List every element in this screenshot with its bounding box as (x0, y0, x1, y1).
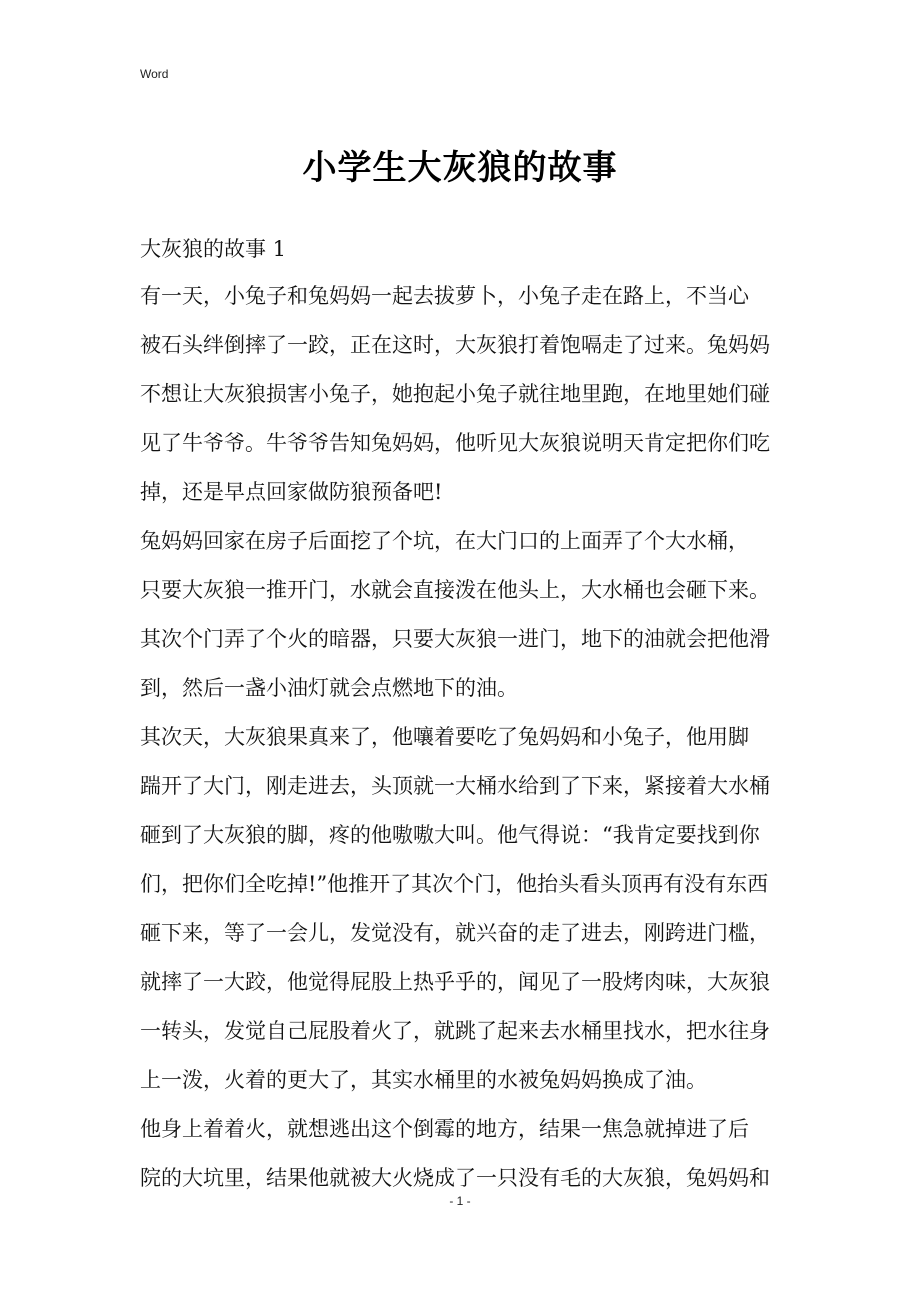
paragraph-line: 被石头绊倒摔了一跤，正在这时，大灰狼打着饱嗝走了过来。兔妈妈 (140, 333, 770, 357)
paragraph-4 (140, 1105, 800, 1203)
paragraph-line: 一转头，发觉自己屁股着火了，就跳了起来去水桶里找水，把水往身 (140, 1019, 770, 1043)
paragraph-line: 砸下来，等了一会儿，发觉没有，就兴奋的走了进去，刚跨进门槛， (140, 921, 770, 945)
paragraph-line: 见了牛爷爷。牛爷爷告知兔妈妈，他听见大灰狼说明天肯定把你们吃 (140, 431, 770, 455)
paragraph-line: 就摔了一大跤，他觉得屁股上热乎乎的，闻见了一股烤肉味，大灰狼 (140, 970, 770, 994)
paragraph-2 (140, 517, 800, 713)
document-body (140, 226, 800, 1203)
paragraph-line: 只要大灰狼一推开门，水就会直接泼在他头上，大水桶也会砸下来。 (140, 578, 770, 602)
paragraph-line: 他身上着着火，就想逃出这个倒霉的地方，结果一焦急就掉进了后 (140, 1117, 749, 1141)
paragraph-line: 其次个门弄了个火的暗器，只要大灰狼一进门，地下的油就会把他滑 (140, 627, 770, 651)
paragraph-line: 院的大坑里，结果他就被大火烧成了一只没有毛的大灰狼，兔妈妈和 (140, 1166, 770, 1190)
paragraph-line: 上一泼，火着的更大了，其实水桶里的水被兔妈妈换成了油。 (140, 1068, 707, 1092)
page-number: - 1 - (449, 1194, 471, 1208)
paragraph-line: 砸到了大灰狼的脚，疼的他嗷嗷大叫。他气得说：“我肯定要找到你 (140, 823, 760, 847)
paragraph-1 (140, 272, 800, 517)
paragraph-line: 兔妈妈回家在房子后面挖了个坑，在大门口的上面弄了个大水桶， (140, 529, 749, 553)
document-title: 小学生大灰狼的故事 (302, 148, 618, 188)
paragraph-line: 踹开了大门，刚走进去，头顶就一大桶水给到了下来，紧接着大水桶 (140, 774, 770, 798)
section-heading: 大灰狼的故事 1 (140, 237, 287, 261)
header-word-label: Word (140, 67, 169, 81)
paragraph-line: 们，把你们全吃掉!”他推开了其次个门，他抬头看头顶再有没有东西 (140, 872, 769, 896)
paragraph-line: 有一天，小兔子和兔妈妈一起去拔萝卜，小兔子走在路上，不当心 (140, 284, 749, 308)
paragraph-line: 不想让大灰狼损害小兔子，她抱起小兔子就往地里跑，在地里她们碰 (140, 382, 770, 406)
paragraph-line: 其次天，大灰狼果真来了，他嚷着要吃了兔妈妈和小兔子，他用脚 (140, 725, 749, 749)
paragraph-line: 到，然后一盏小油灯就会点燃地下的油。 (140, 676, 518, 700)
paragraph-line: 掉，还是早点回家做防狼预备吧! (140, 480, 443, 504)
paragraph-3 (140, 713, 800, 1105)
